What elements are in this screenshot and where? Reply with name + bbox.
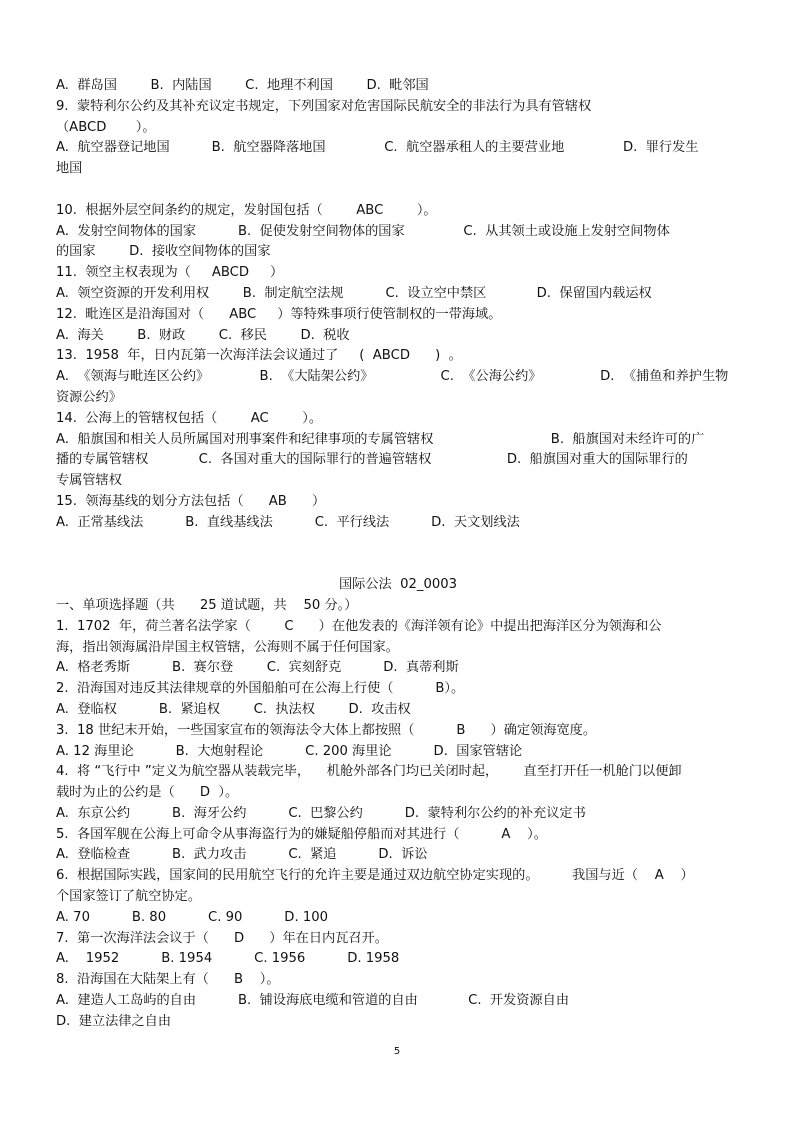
text-line: 载时为止的公约是（ D ）。 [56, 785, 239, 801]
question-block-single-choice [56, 596, 740, 1033]
text-line: 的国家 D. 接收空间物体的国家 [56, 244, 271, 260]
text-line: 12. 毗连区是沿海国对（ ABC ）等特殊事项行使管制权的一带海域。 [56, 306, 502, 322]
text-line: A. 航空器登记地国 B. 航空器降落地国 C. 航空器承租人的主要营业地 D. 罪行发生 [56, 140, 699, 156]
text-line: 个国家签订了航空协定。 [56, 889, 202, 905]
text-line: 专属管辖权 [56, 473, 122, 489]
blank-line [56, 534, 740, 555]
text-line: A. 船旗国和相关人员所属国对刑事案件和纪律事项的专属管辖权 B. 船旗国对未经许可的广 [56, 431, 705, 447]
text-line: 6. 根据国际实践，国家间的民用航空飞行的允许主要是通过双边航空协定实现的。 我国与近（ A ） [56, 868, 694, 884]
text-line: （ABCD ）。 [56, 119, 156, 135]
text-line: A. 登临检查 B. 武力攻击 C. 紧追 D. 诉讼 [56, 847, 428, 863]
text-line: A. 12 海里论 B. 大炮射程论 C. 200 海里论 D. 国家管辖论 [56, 743, 523, 759]
text-line: 15. 领海基线的划分方法包括（ AB ） [56, 493, 326, 509]
text-line: 2. 沿海国对违反其法律规章的外国船舶可在公海上行使（ B）。 [56, 681, 465, 697]
text-line: A. 海关 B. 财政 C. 移民 D. 税收 [56, 327, 350, 343]
section-heading: 一、单项选择题（共 25 道试题，共 50 分。） [56, 597, 358, 613]
text-line: 14. 公海上的管辖权包括（ AC ）。 [56, 410, 323, 426]
text-line: 地国 [56, 161, 83, 177]
text-line: A. 建造人工岛屿的自由 B. 铺设海底电缆和管道的自由 C. 开发资源自由 [56, 993, 570, 1009]
text-line: 5. 各国军舰在公海上可命令从事海盗行为的嫌疑船停船而对其进行（ A ）。 [56, 826, 547, 842]
text-line: A. 正常基线法 B. 直线基线法 C. 平行线法 D. 天文划线法 [56, 514, 520, 530]
text-line: A. 70 B. 80 C. 90 D. 100 [56, 909, 329, 925]
blank-line [56, 180, 740, 201]
text-line: 8. 沿海国在大陆架上有（ B ）。 [56, 972, 280, 988]
section-title: 国际公法 02_0003 [338, 577, 458, 593]
text-line: 4. 将 “飞行中 ”定义为航空器从装载完毕， 机舱外部各门均已关闭时起， 直至打开任一机舱门以便卸 [56, 764, 682, 780]
text-line: A. 领空资源的开发利用权 B. 制定航空法规 C. 设立空中禁区 D. 保留国内载运权 [56, 285, 652, 301]
text-line: 播的专属管辖权 C. 各国对重大的国际罪行的普遍管辖权 D. 船旗国对重大的国际罪行的 [56, 452, 688, 468]
text-line: A. 登临权 B. 紧追权 C. 执法权 D. 攻击权 [56, 701, 411, 717]
text-line: 1. 1702 年，荷兰著名法学家（ C ）在他发表的《海洋领有论》中提出把海洋区分为领海和公 [56, 618, 662, 634]
question-block-9 [56, 76, 740, 180]
text-line: 7. 第一次海洋法会议于（ D ）年在日内瓦召开。 [56, 930, 388, 946]
text-line: D. 建立法律之自由 [56, 1013, 172, 1029]
question-block-10-15 [56, 201, 740, 534]
text-line: A. 格老秀斯 B. 赛尔登 C. 宾刻舒克 D. 真蒂利斯 [56, 660, 459, 676]
text-line: 资源公约》 [56, 389, 122, 405]
page-number: 5 [393, 1046, 401, 1057]
text-line: A. 《领海与毗连区公约》 B. 《大陆架公约》 C. 《公海公约》 D. 《捕鱼和养护生物 [56, 369, 729, 385]
text-line: A. 群岛国 B. 内陆国 C. 地理不利国 D. 毗邻国 [56, 78, 429, 93]
text-line: 11. 领空主权表现为（ ABCD ） [56, 265, 284, 281]
text-line: 10. 根据外层空间条约的规定，发射国包括（ ABC ）。 [56, 202, 437, 218]
text-line: A. 发射空间物体的国家 B. 促使发射空间物体的国家 C. 从其领土或设施上发射空间物体 [56, 223, 670, 239]
document-page [56, 76, 740, 1033]
text-line: A. 1952 B. 1954 C. 1956 D. 1958 [56, 951, 400, 967]
text-line: 13. 1958 年，日内瓦第一次海洋法会议通过了 ( ABCD ) 。 [56, 348, 462, 364]
text-line: 3. 18 世纪末开始，一些国家宣布的领海法令大体上都按照（ B ）确定领海宽度。 [56, 722, 597, 738]
text-line: A. 东京公约 B. 海牙公约 C. 巴黎公约 D. 蒙特利尔公约的补充议定书 [56, 805, 586, 821]
blank-line [56, 554, 740, 575]
text-line: 9. 蒙特利尔公约及其补充议定书规定，下列国家对危害国际民航安全的非法行为具有管辖权 [56, 98, 592, 114]
text-line: 海，指出领海属沿岸国主权管辖，公海则不属于任何国家。 [56, 639, 399, 655]
